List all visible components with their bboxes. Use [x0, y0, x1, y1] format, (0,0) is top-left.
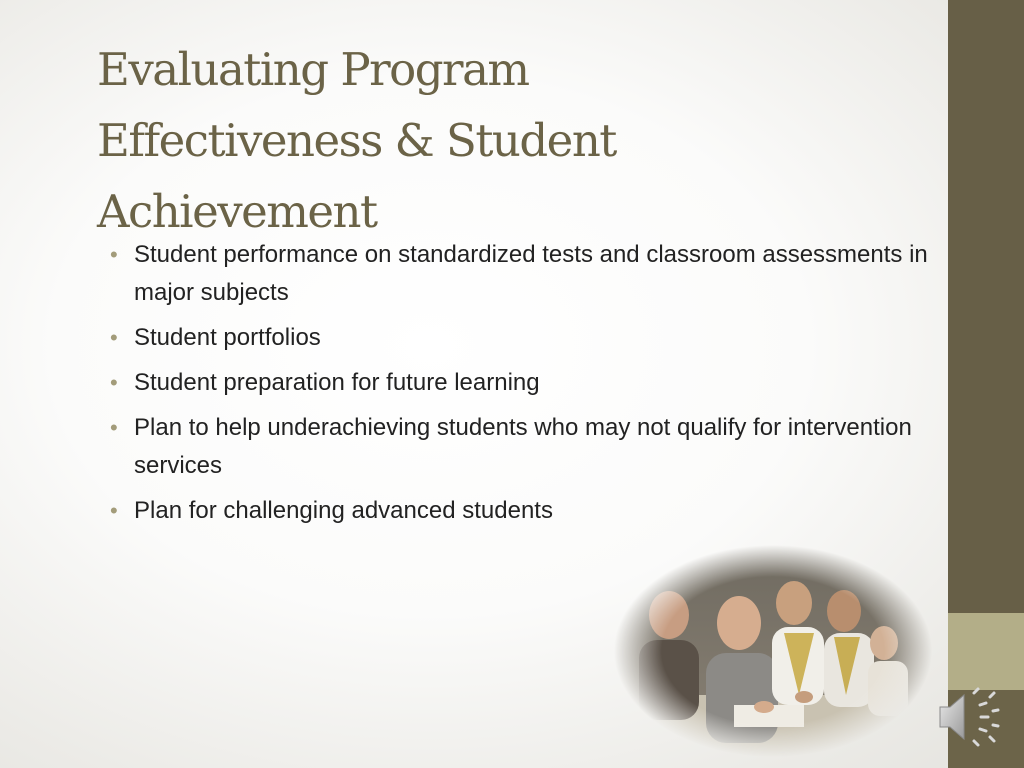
title-line-3: Achievement	[97, 185, 377, 238]
bullet-item-future-learning: • Student preparation for future learning	[134, 364, 934, 402]
slide-title	[97, 34, 877, 247]
bullet-item-test-performance: • Student performance on standardized tests and classroom assessments in major subjects	[134, 236, 934, 312]
bullet-list	[134, 236, 934, 537]
speaker-icon[interactable]	[936, 683, 1004, 751]
title-line-1: Evaluating Program	[97, 43, 529, 96]
students-group-photo	[614, 545, 932, 757]
bullet-item-underachieving: • Plan to help underachieving students who may not qualify for intervention services	[134, 409, 934, 485]
sidebar-band-light	[948, 613, 1024, 690]
title-line-2: Effectiveness & Student	[97, 114, 616, 167]
bullet-item-advanced: • Plan for challenging advanced students	[134, 492, 934, 530]
bullet-item-portfolios: • Student portfolios	[134, 319, 934, 357]
